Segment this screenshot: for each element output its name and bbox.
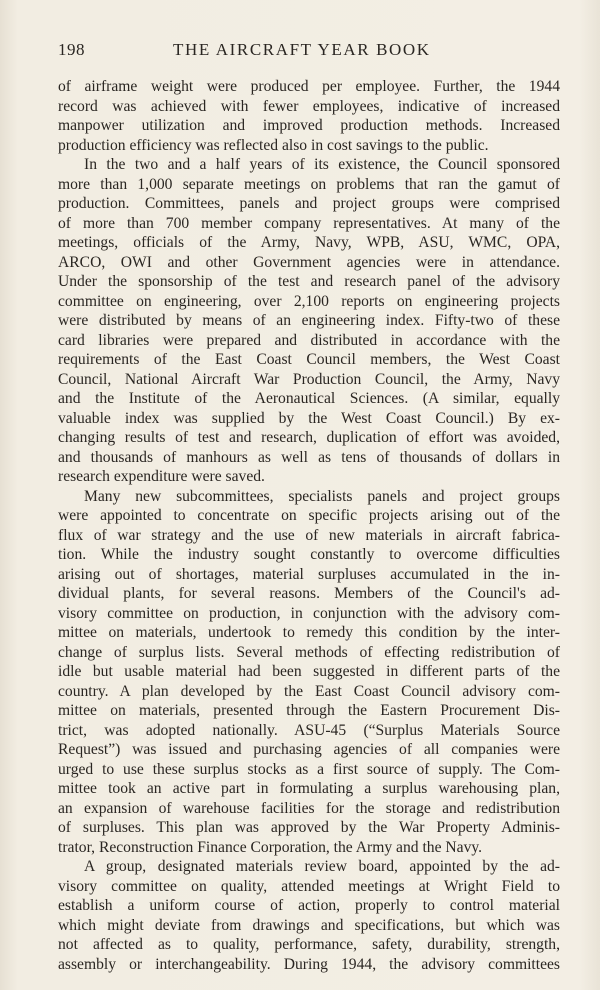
text-line: valuable index was supplied by the West Coast Council.) By ex- [58, 409, 560, 427]
text-line: ARCO, OWI and other Government agencies were in attendance. [58, 253, 560, 271]
text-line: A group, designated materials review board, appointed by the ad- [84, 858, 560, 875]
running-head: THE AIRCRAFT YEAR BOOK [173, 40, 431, 59]
text-line: trict, was adopted nationally. ASU-45 (“Surplus Materials Source [58, 721, 560, 739]
text-line: research expenditure were saved. [58, 468, 265, 485]
text-line: and thousands of manhours as well as tens of thousands of dollars in [58, 448, 560, 466]
text-line: dividual plants, for several reasons. Members of the Council's ad- [58, 585, 560, 602]
text-line: and the Institute of the Aeronautical Sciences. (A similar, equally [58, 390, 560, 407]
text-line: were appointed to concentrate on specific projects arising out of the [58, 507, 560, 524]
text-line: In the two and a half years of its existence, the Council sponsored [84, 156, 560, 173]
text-line: assembly or interchangeability. During 1944, the advisory committees [58, 955, 560, 973]
text-line: visory committee on production, in conjunction with the advisory com- [58, 604, 560, 622]
text-line: not affected as to quality, performance, safety, durability, strength, [58, 936, 560, 953]
text-line: of surpluses. This plan was approved by the War Property Adminis- [58, 819, 560, 836]
body-text [58, 77, 560, 974]
text-line: requirements of the East Coast Council members, the West Coast [58, 351, 560, 368]
text-line: arising out of shortages, material surpluses accumulated in the in- [58, 565, 560, 583]
text-line: mittee on materials, presented through the Eastern Procurement Dis- [58, 702, 560, 719]
page-header [58, 40, 560, 64]
text-line: mittee took an active part in formulating a surplus warehousing plan, [58, 780, 560, 797]
text-line: Request”) was issued and purchasing agencies of all companies were [58, 741, 560, 758]
text-line: were distributed by means of an engineering index. Fifty-two of these [58, 312, 560, 329]
text-line: trator, Reconstruction Finance Corporation, the Army and the Navy. [58, 838, 483, 856]
text-line: card libraries were prepared and distributed in accordance with the [58, 331, 560, 349]
text-line: Council, National Aircraft War Production Council, the Army, Navy [58, 370, 560, 388]
text-line: country. A plan developed by the East Coast Council advisory com- [58, 682, 560, 700]
text-line: change of surplus lists. Several methods of effecting redistribution of [58, 643, 560, 661]
text-line: Under the sponsorship of the test and research panel of the advisory [58, 273, 560, 290]
text-line: flux of war strategy and the use of new materials in aircraft fabrica- [58, 526, 560, 544]
text-line: meetings, officials of the Army, Navy, WPB, ASU, WMC, OPA, [58, 234, 560, 251]
text-line: production. Committees, panels and project groups were comprised [58, 195, 560, 212]
text-line: manpower utilization and improved production methods. Increased [58, 117, 560, 134]
text-line: Many new subcommittees, specialists panels and project groups [84, 487, 560, 505]
text-line: changing results of test and research, duplication of effort was avoided, [58, 429, 560, 446]
text-line: mittee on materials, undertook to remedy this condition by the inter- [58, 624, 560, 641]
text-line: an expansion of warehouse facilities for the storage and redistribution [58, 799, 560, 817]
text-line: urged to use these surplus stocks as a first source of supply. The Com- [58, 760, 560, 778]
text-line: which might deviate from drawings and specifications, but which was [58, 916, 560, 934]
text-line: of more than 700 member company representatives. At many of the [58, 214, 560, 232]
text-line: more than 1,000 separate meetings on problems that ran the gamut of [58, 175, 560, 193]
page-number: 198 [58, 40, 85, 59]
text-line: record was achieved with fewer employees, indicative of increased [58, 97, 560, 115]
text-line: visory committee on quality, attended meetings at Wright Field to [58, 877, 560, 895]
text-line: tion. While the industry sought constantly to overcome difficulties [58, 546, 560, 563]
text-line: establish a uniform course of action, properly to control material [58, 897, 560, 914]
text-line: committee on engineering, over 2,100 reports on engineering projects [58, 292, 560, 310]
text-line: production efficiency was reflected also in cost savings to the public. [58, 136, 489, 154]
text-line: idle but usable material had been suggested in different parts of the [58, 663, 560, 680]
text-line: of airframe weight were produced per employee. Further, the 1944 [58, 78, 560, 95]
